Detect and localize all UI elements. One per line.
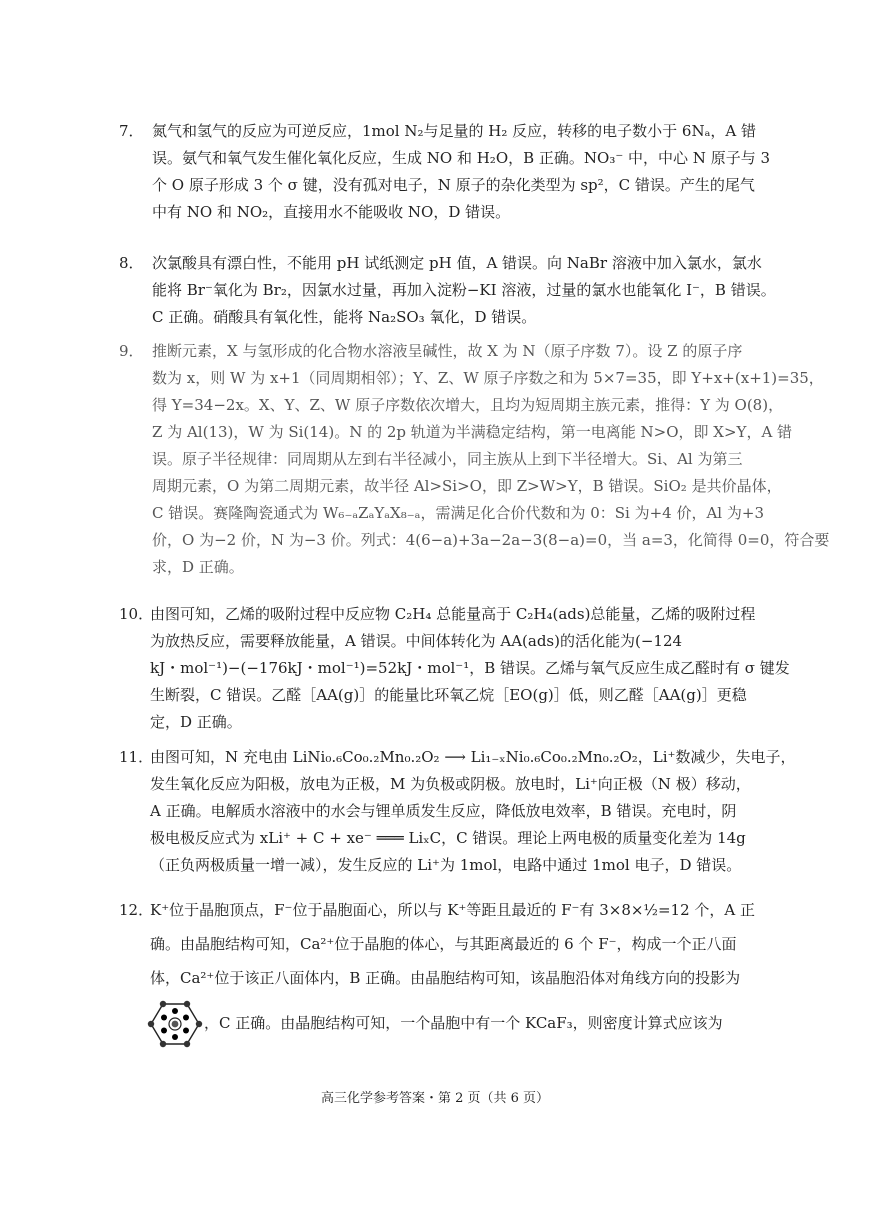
answer-line: 得 Y=34−2x。X、Y、Z、W 原子序数依次增大，且均为短周期主族元素，推得：Y 为 O(8)， xyxy=(152,396,784,414)
answer-line: 确。由晶胞结构可知，Ca²⁺位于晶胞的体心，与其距离最近的 6 个 F⁻，构成一个正八面 xyxy=(150,935,737,953)
answer-line: 误。氨气和氧气发生催化氧化反应，生成 NO 和 H₂O，B 正确。NO₃⁻ 中，中心 N 原子与 3 xyxy=(152,149,771,167)
answer-line: 定，D 正确。 xyxy=(150,713,242,731)
answer-line-text: ，C 正确。由晶胞结构可知，一个晶胞中有一个 KCaF₃，则密度计算式应该为 xyxy=(204,1014,723,1032)
answer-number: 8． xyxy=(119,254,144,272)
answer-12 xyxy=(119,893,755,1051)
answer-line: 次氯酸具有漂白性，不能用 pH 试纸测定 pH 值，A 错误。向 NaBr 溶液中加入氯水，氯水 xyxy=(152,254,762,272)
answer-line: kJ・mol⁻¹)−(−176kJ・mol⁻¹)=52kJ・mol⁻¹，B 错误。乙烯与氧气反应生成乙醛时有 σ 键发 xyxy=(150,659,790,677)
answer-line: 由图可知，N 充电由 LiNi₀.₆Co₀.₂Mn₀.₂O₂ ⟶ Li₁₋ₓNi₀.₆Co₀.₂Mn₀.₂O₂，Li⁺数减少，失电子， xyxy=(150,748,796,766)
page-footer: 高三化学参考答案・第 2 页（共 6 页） xyxy=(320,1091,550,1106)
answer-11 xyxy=(119,744,796,879)
answer-9 xyxy=(119,338,830,581)
answer-line: 体，Ca²⁺位于该正八面体内，B 正确。由晶胞结构可知，该晶胞沿体对角线方向的投影为 xyxy=(150,969,741,987)
answer-line: 周期元素，O 为第二周期元素，故半径 Al>Si>O，即 Z>W>Y，B 错误。SiO₂ 是共价晶体， xyxy=(152,477,782,495)
answer-line: 发生氧化反应为阳极，放电为正极，M 为负极或阴极。放电时，Li⁺向正极（N 极）移动， xyxy=(150,775,751,793)
answer-7 xyxy=(119,118,771,226)
answer-line: 中有 NO 和 NO₂，直接用水不能吸收 NO，D 错误。 xyxy=(152,203,511,221)
answer-line: 生断裂，C 错误。乙醛［AA(g)］的能量比环氧乙烷［EO(g)］低，则乙醛［AA(g)］更稳 xyxy=(150,686,747,704)
answer-line: 个 O 原子形成 3 个 σ 键，没有孤对电子，N 原子的杂化类型为 sp²，C 错误。产生的尾气 xyxy=(152,176,755,194)
answer-line-with-figure xyxy=(150,995,750,1051)
answer-line: 误。原子半径规律：同周期从左到右半径减小，同主族从上到下半径增大。Si、Al 为第三 xyxy=(152,450,743,468)
answer-number: 10． xyxy=(119,605,154,623)
answer-number: 11． xyxy=(119,748,154,766)
answer-number: 9． xyxy=(119,342,144,360)
answer-line: C 正确。硝酸具有氧化性，能将 Na₂SO₃ 氧化，D 错误。 xyxy=(152,308,537,326)
answer-8 xyxy=(119,250,776,331)
answer-line: 由图可知，乙烯的吸附过程中反应物 C₂H₄ 总能量高于 C₂H₄(ads)总能量，乙烯的吸附过程 xyxy=(150,605,756,623)
answer-line: K⁺位于晶胞顶点，F⁻位于晶胞面心，所以与 K⁺等距且最近的 F⁻有 3×8×½=12 个，A 正 xyxy=(150,901,755,919)
answer-line: （正负两极质量一增一减），发生反应的 Li⁺为 1mol，电路中通过 1mol 电子，D 错误。 xyxy=(150,856,742,874)
answer-line: 价，O 为−2 价，N 为−3 价。列式：4(6−a)+3a−2a−3(8−a)=0，当 a=3，化简得 0=0，符合要 xyxy=(152,531,830,549)
answer-line: C 错误。赛隆陶瓷通式为 W₆₋ₐZₐYₐX₈₋ₐ，需满足化合价代数和为 0：Si 为+4 价，Al 为+3 xyxy=(152,504,764,522)
answer-line: 为放热反应，需要释放能量，A 错误。中间体转化为 AA(ads)的活化能为(−124 xyxy=(150,632,683,650)
answer-line: 极电极反应式为 xLi⁺ + C + xe⁻ ═══ LiₓC，C 错误。理论上两电极的质量变化差为 14g xyxy=(150,829,746,847)
answer-line: 氮气和氢气的反应为可逆反应，1mol N₂与足量的 H₂ 反应，转移的电子数小于 6Nₐ，A 错 xyxy=(152,122,756,140)
answer-line: Z 为 Al(13)，W 为 Si(14)。N 的 2p 轨道为半满稳定结构，第一电离能 N>O，即 X>Y，A 错 xyxy=(152,423,793,441)
answer-line: 推断元素，X 与氢形成的化合物水溶液呈碱性，故 X 为 N（原子序数 7）。设 Z 的原子序 xyxy=(152,342,743,360)
answer-number: 7． xyxy=(119,122,144,140)
answer-number: 12． xyxy=(119,901,154,919)
answer-line: 数为 x，则 W 为 x+1（同周期相邻）；Y、Z、W 原子序数之和为 5×7=35，即 Y+x+(x+1)=35， xyxy=(152,369,824,387)
answer-line: 能将 Br⁻氧化为 Br₂，因氯水过量，再加入淀粉−KI 溶液，过量的氯水也能氧化 I⁻，B 错误。 xyxy=(152,281,776,299)
answer-10 xyxy=(119,601,790,736)
crystal-projection-icon xyxy=(150,1000,200,1048)
answer-line: 求，D 正确。 xyxy=(152,558,244,576)
answer-line: A 正确。电解质水溶液中的水会与锂单质发生反应，降低放电效率，B 错误。充电时，阴 xyxy=(150,802,737,820)
